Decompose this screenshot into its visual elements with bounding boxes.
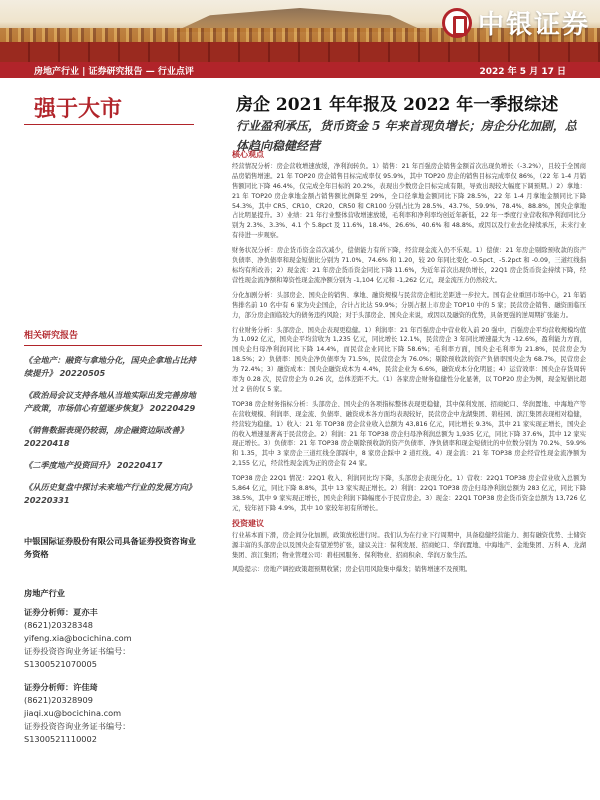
analyst-cert: 证券投资咨询业务证书编号：S1300521110002 — [24, 721, 131, 744]
related-report-link[interactable]: 《从历史复盘中探讨未来地产行业的发展方向》 20220331 — [24, 482, 196, 505]
brand-logo — [442, 4, 590, 41]
header-banner — [0, 0, 600, 62]
related-reports-heading: 相关研究报告 — [24, 330, 202, 346]
brand-name: 中银证券 — [477, 10, 590, 40]
core-paragraph: 经营情况分析：房企营收增速放缓，净利润转负。1）销售：21 年百强房企销售金额首次出现负增长（-3.2%），且较于全国商品房销售增速。21 年 TOP20 房企销售目标完成率仅 95.9%，其中 TOP20 房企的销售目标完成率仅 86%，（22 年 1-4 月销售额同比下降 46.4%，仅完成全年目标的 20.2%，表现出少数房企目标完成有限，导致出现较大幅度下调预期。）2）拿地：21 年 TOP20 房企拿地金额占销售额比例降至 29%，全口径拿地金额同比下降 28.5%，22 年 1-4 月拿地金额同比下降 54.3%，其中 CR5、CR10、CR20、CR50 和 CR100 分别占比为 28.5%、43.7%、59.9%、78.4%、88.8%，国央企拿地占比明显提升。3）业绩：21 年行业整体营收增速放缓，毛利率和净利率均创近年新低，22 年一季度行业营收和净利润同比分别为 2.3%、3.3%、4.1 个 5.8pct 及 11.6%，18.4%、26.6%、40.6% 和 48.8%。或因以及行业去化持续承压，未来行业有待进一步观察。 — [232, 162, 586, 240]
report-title: 房企 2021 年年报及 2022 年一季报综述 — [236, 95, 559, 115]
industry-label: 房地产行业 — [24, 588, 65, 598]
institution-note: 中银国际证券股份有限公司具备证券投资咨询业务资格 — [24, 536, 196, 559]
risk-text: 风险提示：房地产调控政策超预期收紧；房企信用风险集中爆发；销售增速不及预期。 — [232, 566, 472, 574]
related-report-link[interactable]: 《二季度地产投资回升》 20220417 — [24, 460, 163, 470]
related-report-link[interactable]: 《销售数据表现仍较弱，房企融资边际改善》 20220418 — [24, 425, 188, 448]
analyst-name: 证券分析师：许佳琦 — [24, 682, 98, 692]
report-subtitle: 行业盈利承压，货币资金 5 年来首现负增长；房企分化加剧，总体趋向稳健经营 — [236, 119, 577, 153]
bank-logo-icon — [442, 8, 472, 38]
report-date: 2022 年 5 月 17 日 — [479, 66, 566, 77]
analyst-card — [24, 681, 202, 746]
analyst-email[interactable]: jiaqi.xu@bocichina.com — [24, 708, 122, 718]
investment-heading: 投资建议 — [232, 518, 264, 528]
report-category: 房地产行业 | 证券研究报告 — 行业点评 — [34, 66, 194, 77]
analyst-cert: 证券投资咨询业务证书编号：S1300521070005 — [24, 646, 131, 669]
category-bar — [0, 62, 600, 78]
palace-wall — [0, 42, 600, 62]
body-paragraph: TOP38 房企 22Q1 情况：22Q1 收入、利润同比均下降，头部房企表现分化。1）营收：22Q1 TOP38 房企营业收入总额为 5,864 亿元，同比下降 8.8%，其中 13 家实现正增长。2）利润：22Q1 TOP38 房企归母净利润总额为 283 亿元，同比下降 38.5%，其中 9 家实现正增长，国央企利润下降幅度小于民营房企。3）现金：22Q1 TOP38 房企货币资金总额为 13,726 亿元，较年初下降 4.9%，其中 10 家较年初有所增长。 — [232, 475, 586, 512]
main-content — [232, 150, 586, 580]
related-report-link[interactable]: 《政治局会议支持各地从当地实际出发完善房地产政策，市场信心有望逐步恢复》 20220429 — [24, 390, 196, 413]
analyst-phone: (8621)20328909 — [24, 695, 93, 705]
body-paragraph: 行业财务分析：头部房企、国央企表现更稳健。1）利润率：21 年百强房企中营业收入前 20 强中，百强房企平均营收规模均值为 1,092 亿元，国央企平均营收为 1,235 亿元，同比增长 12.1%，民营房企 3 年同比增速最大为 -12.6%，盈利能力方面，国央企归母净利润同比下降 14.4%，而民营企业同比下降 58.6%；毛利率方面，国央企毛利率为 21.8%，民营房企为 18.5%；2）负债率：国央企净负债率为 71.5%，民营房企为 76.0%；剔除预收款的资产负债率国央企为 68.7%，民营房企为 72.4%；3）融资成本：国央企融资成本为 4.4%，民营企业为 6.6%，融资成本分化明显；4）运营效率：国央企存货周转率为 0.28 次，民营房企为 0.26 次，总体差距不大。（1）各家房企财务稳健性分化显著，以 TOP20 房企为例，现金短债比超过 2 倍的仅 5 家。 — [232, 326, 586, 393]
core-paragraph: 分化加剧分析：头部房企、国央企的销售、拿地、融资规模与民营房企相比差距进一步拉大。国有企业重回市场中心，21 年销售排名前 10 名中有 6 家为央企国企，合计占比达 59.9%；分别占据上市房企 TOP10 中的 5 家；民营房企销售、融资面临压力，部分房企面临较大的债务违约风险；对于头部房企、国央企来说，或因以及融资的优势，具备更强的逆周期扩张能力。 — [232, 291, 586, 319]
related-report-link[interactable]: 《全地产：融资与拿地分化，国央企拿地占比持续提升》 20220505 — [24, 355, 196, 378]
divider — [24, 124, 194, 125]
investment-text: 行业基本面下滑，房企间分化加剧，政策放松进行时。我们认为在行业下行周期中，具备稳健经营能力、拥有融资优势、土储资源丰富的头部房企以及国央企有望逆势扩张，建议关注：保利发展、招商蛇口、华润置地、中海地产、金地集团、万科 A、龙湖集团、滨江集团；物业管理公司：碧桂园服务、保利物业、招商积余、华润万象生活。 — [232, 531, 586, 559]
core-paragraph: 财务状况分析：房企货币资金首次减少，偿债能力有所下降，经营现金流入仍不乐观。1）偿债：21 年房企剔除预收款的资产负债率、净负债率和现金短债比分别为 71.0%、74.6% 和 1.20，较 20 年同比变化 -0.5pct、-5.2pct 和 -0.09，三道红线指标均有所改善；2）现金流：21 年房企货币资金同比下降 11.6%，为近年首次出现负增长，22Q1 房企货币资金持续下降，经营性现金流净额和筹资性现金流净额分别为 -1,104 亿元和 -1,262 亿元，现金流压力仍然较大。 — [232, 247, 586, 284]
core-heading: 核心观点 — [232, 150, 264, 159]
analyst-phone: (8621)20328348 — [24, 620, 93, 630]
analyst-email[interactable]: yifeng.xia@bocichina.com — [24, 633, 132, 643]
sidebar — [24, 330, 202, 756]
analyst-card — [24, 606, 202, 671]
body-paragraph: TOP38 房企财务指标分析：头部房企、国央企的各项指标整体表现更稳健，其中保利发展、招商蛇口、华润置地、中海地产等在营收规模、利润率、现金流、负债率、融资成本各方面均表现较好，民营房企中龙湖集团、碧桂园、滨江集团表现相对稳健，经营较为稳健。1）收入：21 年 TOP38 房企营业收入总额为 43,816 亿元，同比增长 9.3%，其中 21 家实现正增长，国央企的收入增速显著高于民营房企。2）利润：21 年 TOP38 房企归母净利润总额为 1,935 亿元，同比下降 37.6%，其中 12 家实现正增长。3）负债率：21 年 TOP38 房企剔除预收款的资产负债率、净负债率和现金短债比的中位数分别为 70.2%、59.9% 和 1.35，其中 3 家房企三道红线全部踩中，8 家房企踩中 2 道红线。4）现金流：21 年 TOP38 房企经营性现金流净额为 2,155 亿元，经营性现金流为正的房企有 24 家。 — [232, 400, 586, 468]
analyst-name: 证券分析师：夏亦丰 — [24, 607, 98, 617]
rating: 强于大市 — [34, 96, 123, 122]
